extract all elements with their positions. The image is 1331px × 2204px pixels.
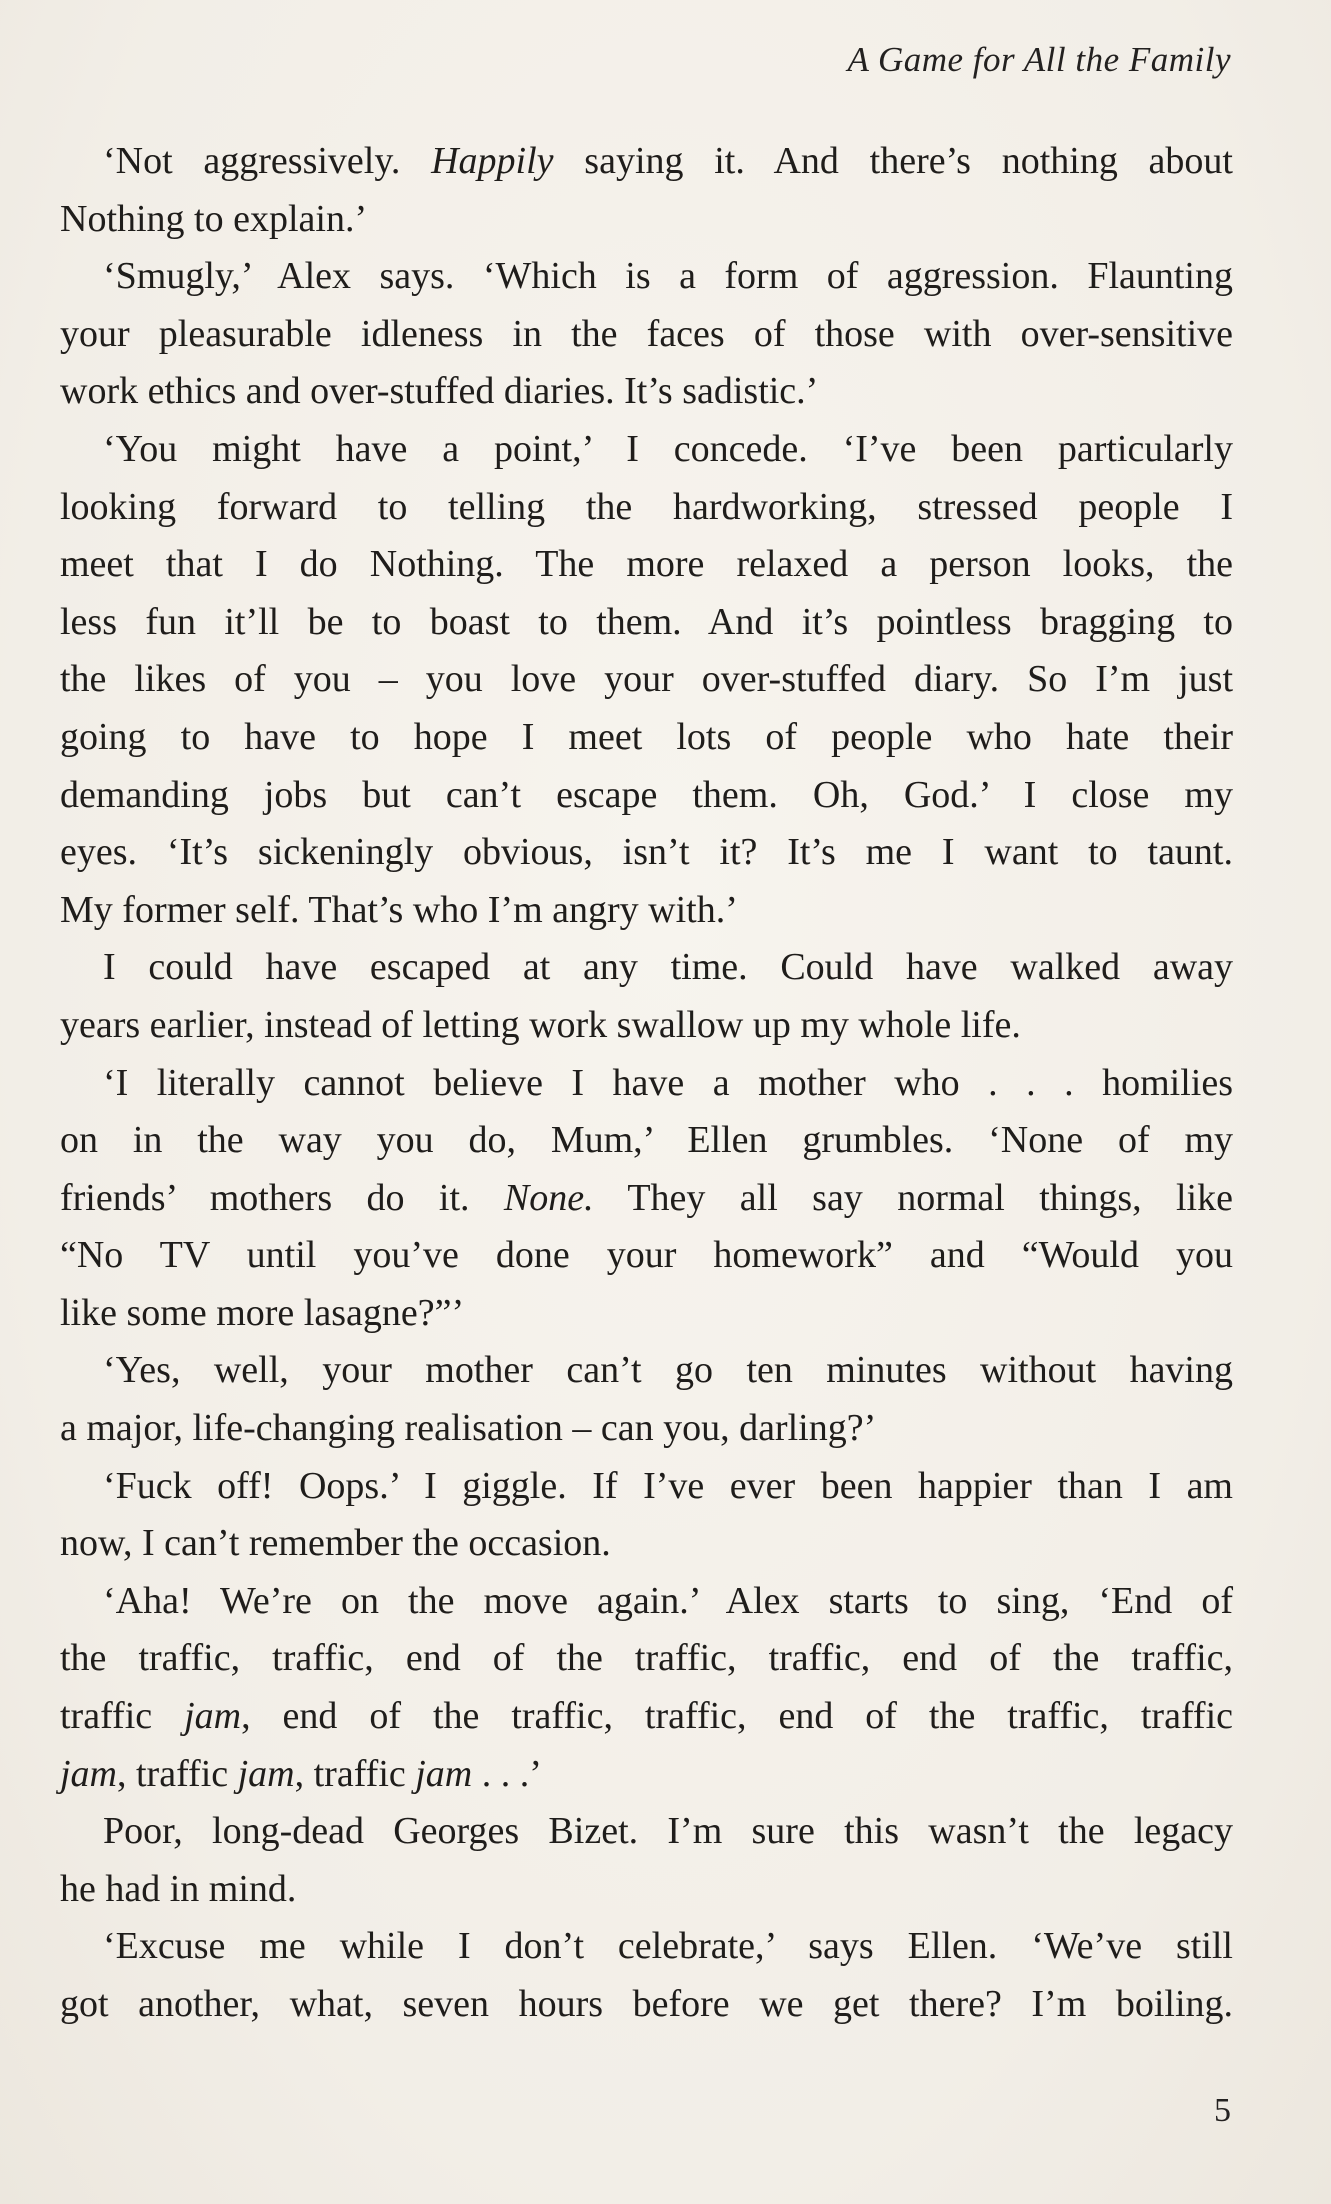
paragraph	[60, 133, 1233, 248]
text-run: the traffic, traffic, end of the traffic, traffic, end of the traffic,	[60, 1637, 1233, 1680]
paragraph	[60, 1918, 1233, 2033]
text-line	[60, 824, 1233, 882]
paragraph	[60, 248, 1233, 421]
text-run: friends’ mothers do it.	[60, 1176, 504, 1219]
text-run: like some more lasagne?”’	[60, 1291, 465, 1334]
paragraph	[60, 421, 1233, 939]
text-run: meet that I do Nothing. The more relaxed a person looks, the	[60, 543, 1233, 586]
text-run: saying it. And there’s nothing about	[553, 140, 1233, 182]
text-line	[60, 1746, 1233, 1804]
paragraph	[60, 1055, 1233, 1343]
text-run: got another, what, seven hours before we get there? I’m boiling.	[60, 1983, 1233, 2025]
body-text	[60, 133, 1233, 2034]
italic-run: None.	[503, 1176, 594, 1219]
text-line	[60, 1400, 1233, 1458]
italic-run: jam	[184, 1695, 242, 1738]
page-number: 5	[1214, 2092, 1231, 2129]
paragraph	[60, 1458, 1233, 1573]
text-run: ‘Aha! We’re on the move again.’ Alex starts to sing, ‘End of	[103, 1579, 1233, 1622]
text-line	[60, 1112, 1233, 1170]
text-line	[60, 363, 1233, 421]
text-line	[60, 1515, 1233, 1573]
text-line	[60, 1861, 1233, 1919]
text-line	[60, 709, 1233, 767]
paragraph	[60, 1573, 1233, 1803]
text-run: years earlier, instead of letting work swallow up my whole life.	[60, 1003, 1021, 1046]
text-run: I could have escaped at any time. Could have walked away	[103, 946, 1233, 989]
text-line	[60, 997, 1233, 1055]
text-line	[60, 1285, 1233, 1343]
text-run: ‘Yes, well, your mother can’t go ten minutes without having	[103, 1349, 1233, 1392]
text-run: a major, life-changing realisation – can you, darling?’	[60, 1407, 877, 1450]
text-run: traffic	[60, 1695, 185, 1738]
text-run: looking forward to telling the hardworking, stressed people I	[60, 485, 1233, 528]
text-run: They all say normal things, like	[593, 1176, 1233, 1219]
running-head: A Game for All the Family	[847, 40, 1231, 79]
paragraph	[60, 939, 1233, 1054]
text-run: ‘Fuck off! Oops.’ I giggle. If I’ve ever been happier than I am	[103, 1464, 1233, 1507]
text-line	[60, 1170, 1233, 1228]
text-run: , traffic	[294, 1752, 416, 1795]
text-line	[60, 536, 1233, 594]
text-run: the likes of you – you love your over-stuffed diary. So I’m just	[60, 658, 1233, 701]
text-run: now, I can’t remember the occasion.	[60, 1522, 611, 1565]
text-line	[60, 1573, 1233, 1631]
text-line	[60, 191, 1233, 249]
text-run: he had in mind.	[60, 1867, 297, 1910]
text-line	[60, 421, 1233, 479]
text-run: eyes. ‘It’s sickeningly obvious, isn’t it? It’s me I want to taunt.	[60, 831, 1233, 874]
text-run: , end of the traffic, traffic, end of the traffic, traffic	[241, 1695, 1233, 1738]
text-line	[60, 651, 1233, 709]
text-line	[60, 939, 1233, 997]
text-line	[60, 1342, 1233, 1400]
italic-run: Happily	[431, 140, 554, 182]
text-run: , traffic	[117, 1752, 238, 1795]
text-run: your pleasurable idleness in the faces of those with over-sensitive	[60, 312, 1233, 355]
text-line	[60, 479, 1233, 537]
text-line	[60, 1803, 1233, 1861]
text-run: less fun it’ll be to boast to them. And it’s pointless bragging to	[60, 600, 1233, 643]
text-run: Nothing to explain.’	[60, 197, 368, 240]
text-line	[60, 882, 1233, 940]
text-line	[60, 594, 1233, 652]
text-line	[60, 248, 1233, 306]
text-line	[60, 1630, 1233, 1688]
paragraph	[60, 1803, 1233, 1918]
text-run: going to have to hope I meet lots of people who hate their	[60, 715, 1233, 758]
italic-run: jam	[415, 1752, 473, 1795]
text-run: on in the way you do, Mum,’ Ellen grumbles. ‘None of my	[60, 1119, 1233, 1162]
text-run: demanding jobs but can’t escape them. Oh, God.’ I close my	[60, 773, 1233, 816]
text-line	[60, 1918, 1233, 1976]
text-run: ‘Excuse me while I don’t celebrate,’ says Ellen. ‘We’ve still	[103, 1925, 1233, 1968]
text-run: ‘You might have a point,’ I concede. ‘I’ve been particularly	[103, 427, 1233, 470]
text-run: My former self. That’s who I’m angry with.’	[60, 888, 738, 931]
text-line	[60, 1227, 1233, 1285]
text-line	[60, 1976, 1233, 2034]
text-line	[60, 1458, 1233, 1516]
italic-run: jam	[237, 1752, 295, 1795]
text-line	[60, 133, 1233, 191]
italic-run: jam	[60, 1752, 117, 1795]
text-line	[60, 767, 1233, 825]
text-run: ‘Smugly,’ Alex says. ‘Which is a form of aggression. Flaunting	[103, 255, 1233, 298]
text-line	[60, 306, 1233, 364]
paragraph	[60, 1342, 1233, 1457]
text-line	[60, 1055, 1233, 1113]
text-run: . . .’	[472, 1752, 542, 1795]
text-run: work ethics and over-stuffed diaries. It’s sadistic.’	[60, 370, 819, 413]
text-run: ‘Not aggressively.	[103, 140, 432, 182]
text-line	[60, 1688, 1233, 1746]
text-run: ‘I literally cannot believe I have a mother who . . . homilies	[103, 1061, 1233, 1104]
text-run: Poor, long-dead Georges Bizet. I’m sure this wasn’t the legacy	[103, 1810, 1233, 1853]
text-run: “No TV until you’ve done your homework” and “Would you	[60, 1234, 1233, 1277]
